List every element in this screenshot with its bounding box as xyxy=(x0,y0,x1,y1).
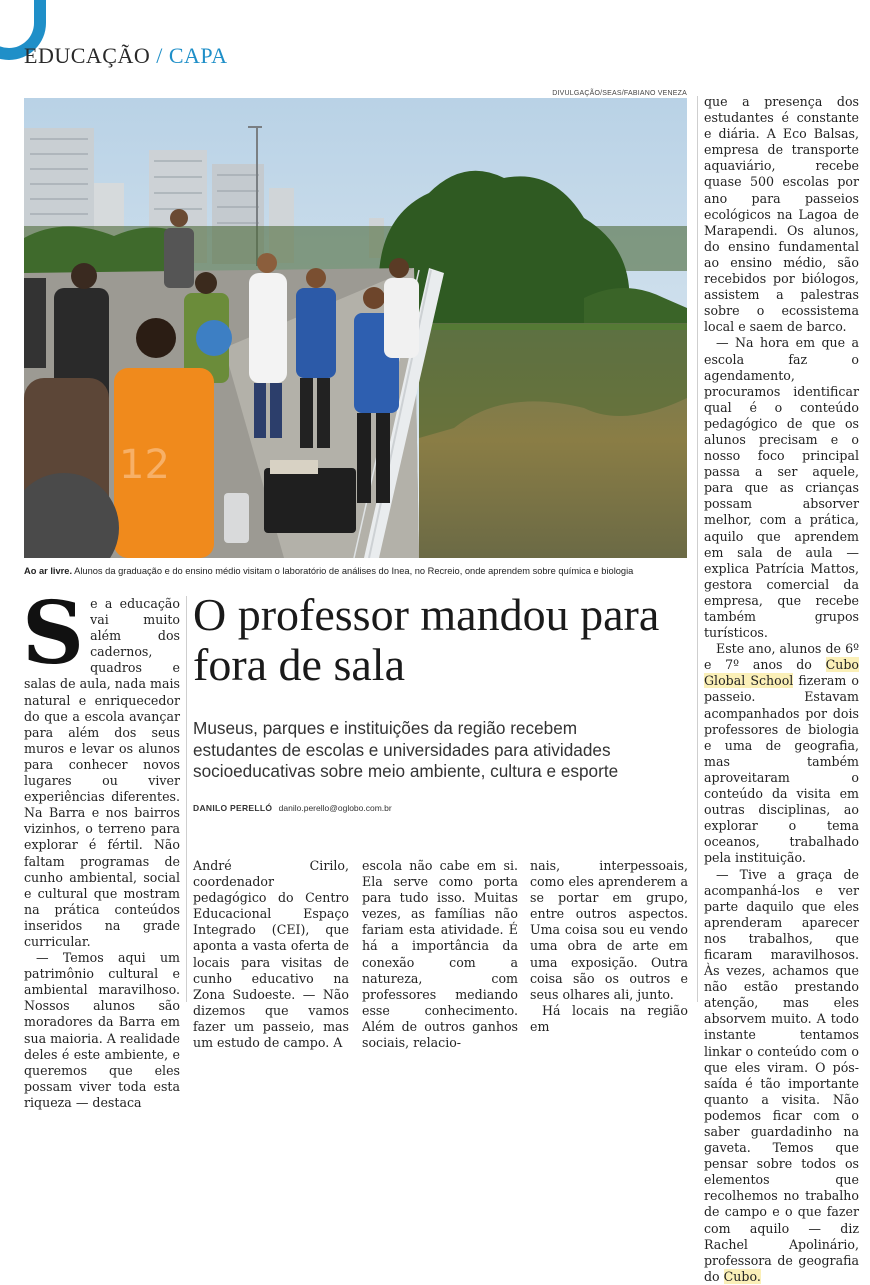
column1-paragraph-2: — Temos aqui um patrimônio cultural e ambiental maravilhoso. Nossos alunos são moradores da Barra em sua maioria. A realidade deles é este ambiente, e queremos que eles possam viver toda esta riqueza — destaca xyxy=(24,950,180,1110)
column4-paragraph-2: Há locais na região em xyxy=(530,1002,688,1034)
section-sublabel: CAPA xyxy=(168,43,228,68)
dropcap-letter: S xyxy=(22,583,85,684)
article-column-1 xyxy=(22,583,180,1111)
byline-author: DANILO PERELLÓ xyxy=(193,803,273,813)
column3-paragraph-1: escola não cabe em si. Ela serve como porta para tudo isso. Muitas vezes, as famílias não fariam esta atividade. É há a importância da conexão com a natureza, com professores mediando esse conhecimento. Além de outros ganhos sociais, relacio- xyxy=(362,858,518,1051)
deck-subheadline: Museus, parques e instituições da região recebem estudantes de escolas e universidades para atividades socioeducativas sobre meio ambiente, cultura e esporte xyxy=(193,718,619,781)
column2-paragraph-1: André Cirilo, coordenador pedagógico do Centro Educacional Espaço Integrado (CEI), que aponta a vasta oferta de locais para visitas de cunho educativo na Zona Sudoeste. — Não dizemos que vamos fazer um passeio, mas um estudo de campo. A xyxy=(193,858,349,1051)
column-divider xyxy=(186,596,187,1002)
section-header xyxy=(24,43,228,69)
right-paragraph-4 xyxy=(704,867,859,1285)
school-name-highlight: Cubo Global School xyxy=(704,657,859,689)
column1-paragraph-1: e a educação vai muito além dos cadernos, quadros e salas de aula, nada mais natural e enriquecedor do que a escola avançar para além dos seus muros e levar os alunos para conhecer novos lugares ou viver experiências diferentes. Na Barra e nos bairros vizinhos, o terreno para explorar é fértil. Não faltam programas de cunho ambiental, social e cultural que mostram na prática conteúdos inseridos na grade curricular. xyxy=(24,596,180,949)
article-column-right xyxy=(704,94,859,1285)
column4-paragraph-1: nais, interpessoais, como eles aprenderem a se portar em grupo, entre outros aspectos. Uma coisa sou eu vendo uma obra de arte em uma exposição. Outra coisa são os outros e seus olhares ali, junto. xyxy=(530,858,688,1002)
right-paragraph-1: que a presença dos estudantes é constante e diária. A Eco Balsas, empresa de transporte aquaviário, recebe quase 500 escolas por ano para passeios ecológicos na Lagoa de Marapendi. Os alunos, do ensino fundamental ao ensino médio, são recebidos por biólogos, assistem a palestras sobre o ecossistema local e saem de barco. xyxy=(704,94,859,335)
cubo-highlight: Cubo. xyxy=(723,1268,761,1284)
article-column-4 xyxy=(530,858,688,1035)
right-p3-before: Este ano, alunos de 6º e 7º anos do xyxy=(704,641,859,673)
right-paragraph-2: — Na hora em que a escola faz o agendamento, procuramos identificar qual é o conteúdo pedagógico de que os alunos precisam e o nosso foco principal passa a ser aquele, para que as crianças possam absorver melhor, com a prática, aquilo que aprendem em sala de aula — explica Patrícia Mattos, gestora comercial da empresa, que recebe também grupos turísticos. xyxy=(704,335,859,641)
article-column-2 xyxy=(193,858,349,1051)
right-p4-before: — Tive a graça de acompanhá-los e ver parte daquilo que eles aprenderam aparecer nos trabalhos, que ficaram maravilhosos. Às vezes, achamos que não estão prestando atenção, mas eles absorvem muito. A todo instante tentamos linkar o conteúdo com o que eles viram. O pós-saída é tão importante quanto a visita. Não podemos ficar com o saber guardadinho na gaveta. Temos que pensar sobre todos os elementos que recolhemos no trabalho de campo e o que fazer com aquilo — diz Rachel Apolinário, professora de geografia do xyxy=(704,866,859,1284)
right-p3-after: fizeram o passeio. Estavam acompanhados por dois professores de biologia e uma de geografia, mas também aproveitaram o conteúdo da visita em outras disciplinas, ao explorar o tema oceanos, trabalhado pela instituição. xyxy=(704,673,859,866)
article-column-3 xyxy=(362,858,518,1051)
caption-lead: Ao ar livre. xyxy=(24,566,73,576)
photo-caption xyxy=(24,566,694,576)
headline: O professor mandou para fora de sala xyxy=(193,589,660,690)
photo-illustration xyxy=(24,98,687,558)
section-label: EDUCAÇÃO xyxy=(24,43,151,68)
photo-jersey-number: 12 xyxy=(119,442,170,488)
lead-photo xyxy=(24,98,687,558)
byline xyxy=(193,803,392,813)
photo-credit: DIVULGAÇÃO/SEAS/FABIANO VENEZA xyxy=(552,90,687,97)
byline-email: danilo.perello@oglobo.com.br xyxy=(278,803,392,813)
caption-text: Alunos da graduação e do ensino médio visitam o laboratório de análises do Inea, no Recreio, onde aprendem sobre química e biologia xyxy=(74,566,634,576)
section-separator: / xyxy=(156,43,163,68)
right-column-divider xyxy=(697,96,698,1002)
right-paragraph-3 xyxy=(704,641,859,866)
